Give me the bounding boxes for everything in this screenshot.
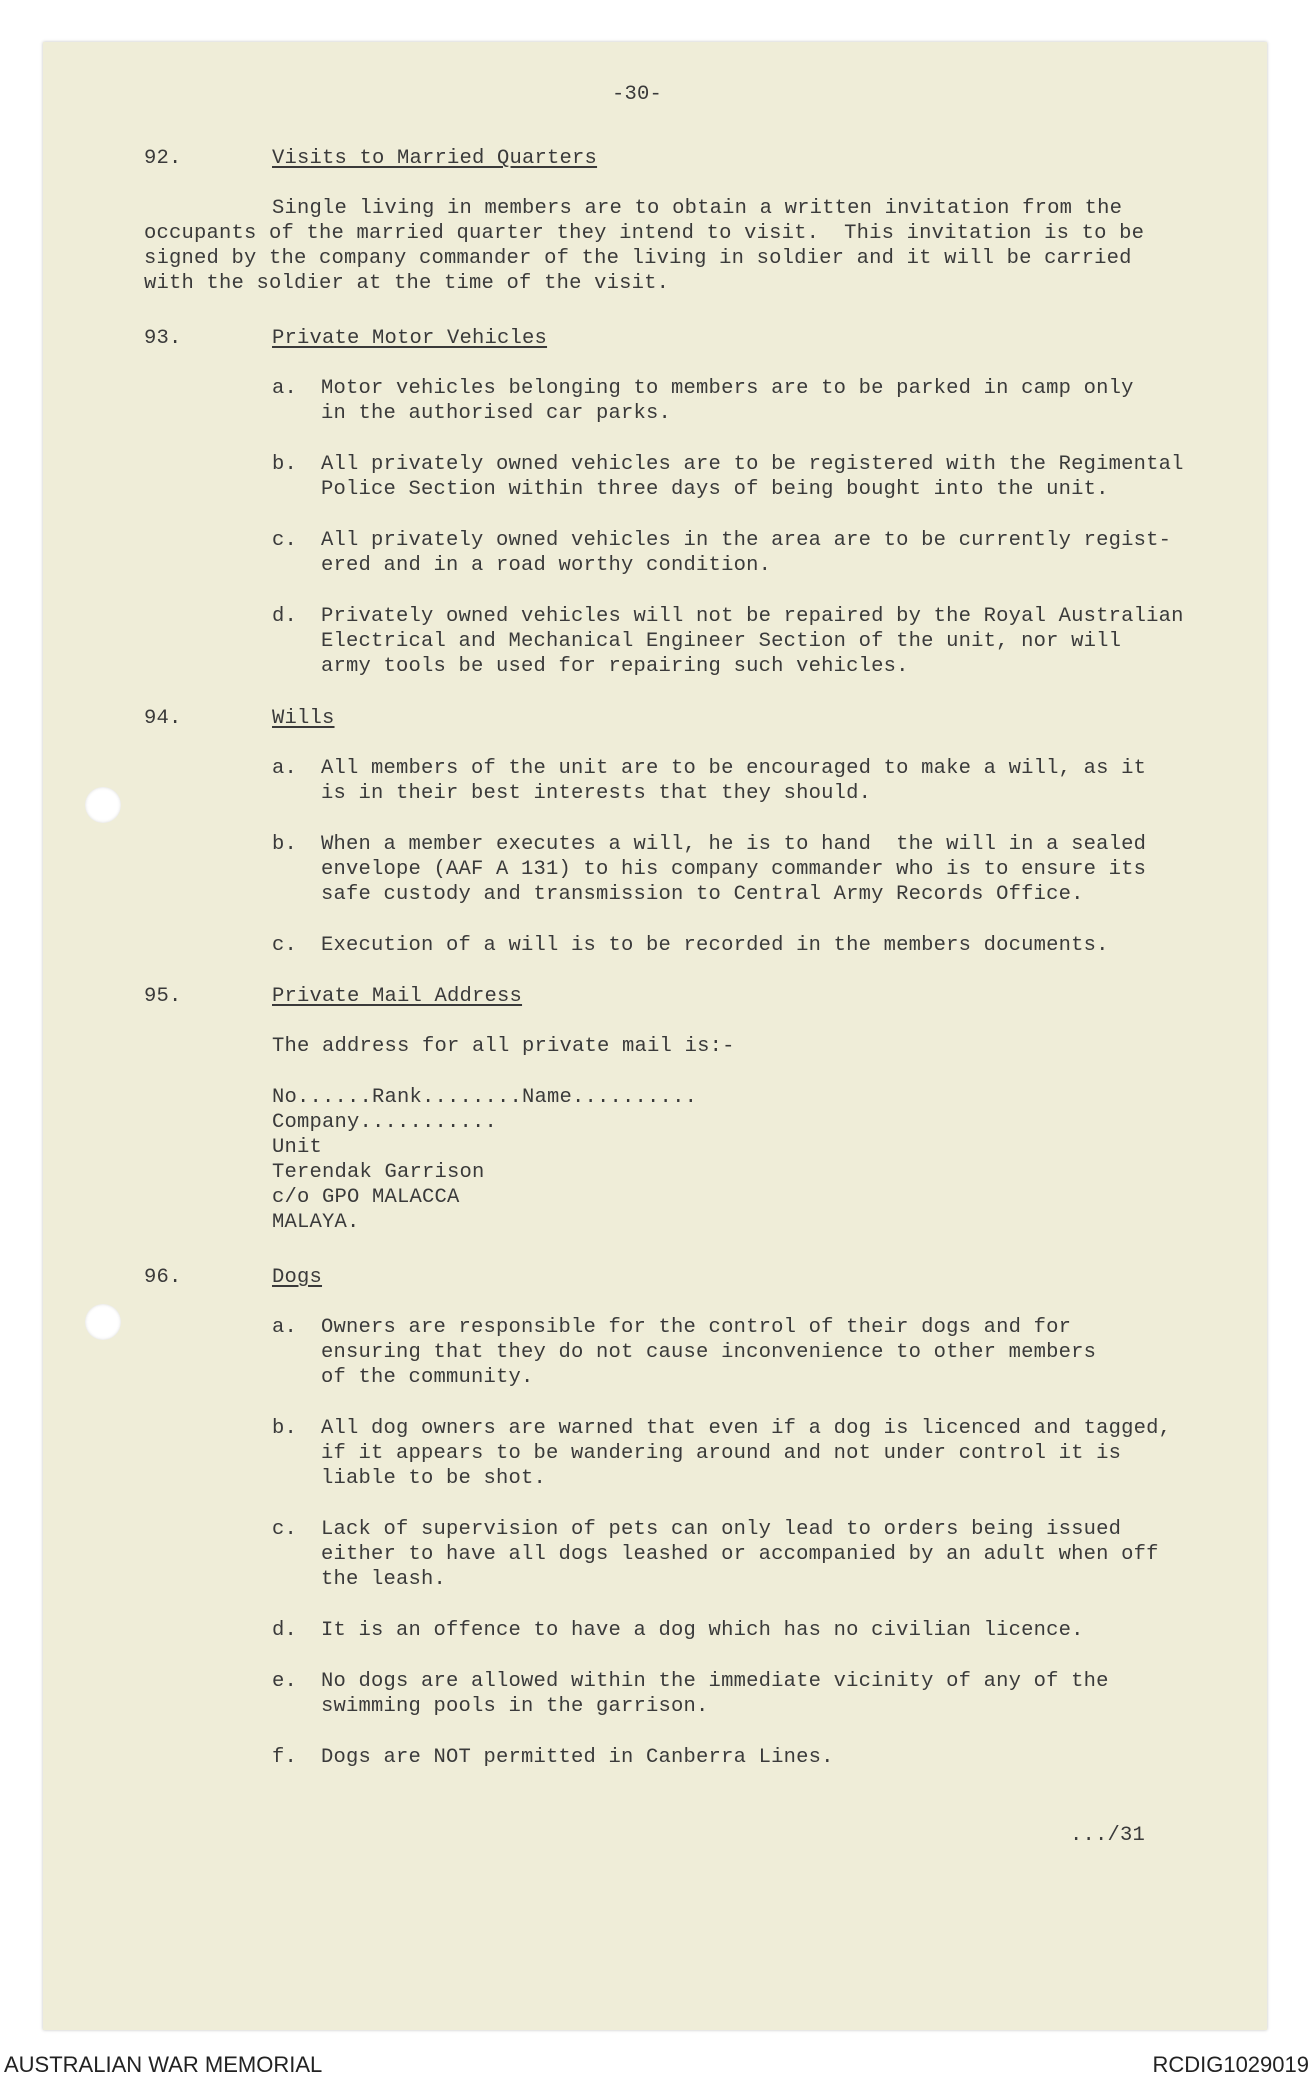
section-title: Private Motor Vehicles [272, 327, 548, 350]
item-line: All privately owned vehicles in the area are to be currently regist- [321, 529, 1172, 552]
footer-institution: AUSTRALIAN WAR MEMORIAL [4, 2052, 323, 2077]
paragraph-line: occupants of the married quarter they intend to visit. This invitation is to be [144, 222, 1145, 245]
page-number: -30- [612, 83, 663, 106]
section-title: Wills [272, 707, 335, 730]
item-line: Police Section within three days of being bought into the unit. [321, 478, 1109, 501]
item-line: liable to be shot. [321, 1467, 547, 1490]
item-label: a. [272, 377, 298, 400]
item-label: d. [272, 605, 298, 628]
item-label: c. [272, 1518, 298, 1541]
item-label: d. [272, 1619, 298, 1642]
item-label: a. [272, 1316, 298, 1339]
section-number: 93. [144, 327, 182, 350]
item-line: All privately owned vehicles are to be registered with the Regimental [321, 453, 1184, 476]
item-line: Execution of a will is to be recorded in the members documents. [321, 934, 1109, 957]
item-line: the leash. [321, 1568, 447, 1591]
item-label: c. [272, 934, 298, 957]
paragraph-line: The address for all private mail is:- [272, 1035, 735, 1058]
item-line: army tools be used for repairing such vehicles. [321, 655, 909, 678]
item-line: Electrical and Mechanical Engineer Section of the unit, nor will [321, 630, 1122, 653]
paragraph-line: signed by the company commander of the living in soldier and it will be carried [144, 247, 1132, 270]
item-line: When a member executes a will, he is to hand the will in a sealed [321, 833, 1147, 856]
address-line: Terendak Garrison [272, 1161, 485, 1184]
item-line: swimming pools in the garrison. [321, 1695, 709, 1718]
item-line: Dogs are NOT permitted in Canberra Lines. [321, 1746, 834, 1769]
item-line: Motor vehicles belonging to members are to be parked in camp only [321, 377, 1134, 400]
paragraph-line: with the soldier at the time of the visit. [144, 272, 670, 295]
item-line: either to have all dogs leashed or accompanied by an adult when off [321, 1543, 1159, 1566]
item-label: a. [272, 757, 298, 780]
item-label: b. [272, 833, 298, 856]
item-line: is in their best interests that they should. [321, 782, 872, 805]
item-line: Lack of supervision of pets can only lead to orders being issued [321, 1518, 1122, 1541]
item-line: safe custody and transmission to Central Army Records Office. [321, 883, 1084, 906]
item-label: e. [272, 1670, 298, 1693]
item-line: All members of the unit are to be encouraged to make a will, as it [321, 757, 1147, 780]
item-line: ered and in a road worthy condition. [321, 554, 772, 577]
item-label: c. [272, 529, 298, 552]
section-number: 96. [144, 1266, 182, 1289]
item-label: f. [272, 1746, 298, 1769]
continuation-marker: .../31 [1070, 1824, 1146, 1847]
paragraph-line: Single living in members are to obtain a written invitation from the [272, 197, 1123, 220]
section-number: 92. [144, 147, 182, 170]
item-label: b. [272, 453, 298, 476]
section-title: Dogs [272, 1266, 323, 1289]
item-line: ensuring that they do not cause inconvenience to other members [321, 1341, 1097, 1364]
section-title: Visits to Married Quarters [272, 147, 598, 170]
item-line: All dog owners are warned that even if a dog is licenced and tagged, [321, 1417, 1172, 1440]
section-title: Private Mail Address [272, 985, 523, 1008]
address-line: No......Rank........Name.......... [272, 1086, 698, 1109]
item-line: No dogs are allowed within the immediate vicinity of any of the [321, 1670, 1109, 1693]
item-line: It is an offence to have a dog which has no civilian licence. [321, 1619, 1084, 1642]
footer-record-id: RCDIG1029019 [1152, 2052, 1309, 2077]
item-line: if it appears to be wandering around and not under control it is [321, 1442, 1122, 1465]
address-line: Company........... [272, 1111, 498, 1134]
punch-hole [85, 1304, 121, 1340]
section-number: 94. [144, 707, 182, 730]
item-line: envelope (AAF A 131) to his company commander who is to ensure its [321, 858, 1147, 881]
address-line: Unit [272, 1136, 323, 1159]
item-line: Owners are responsible for the control of their dogs and for [321, 1316, 1072, 1339]
item-line: of the community. [321, 1366, 534, 1389]
address-line: MALAYA. [272, 1211, 360, 1234]
item-line: Privately owned vehicles will not be repaired by the Royal Australian [321, 605, 1184, 628]
item-line: in the authorised car parks. [321, 402, 672, 425]
address-line: c/o GPO MALACCA [272, 1186, 460, 1209]
item-label: b. [272, 1417, 298, 1440]
section-number: 95. [144, 985, 182, 1008]
punch-hole [85, 787, 121, 823]
